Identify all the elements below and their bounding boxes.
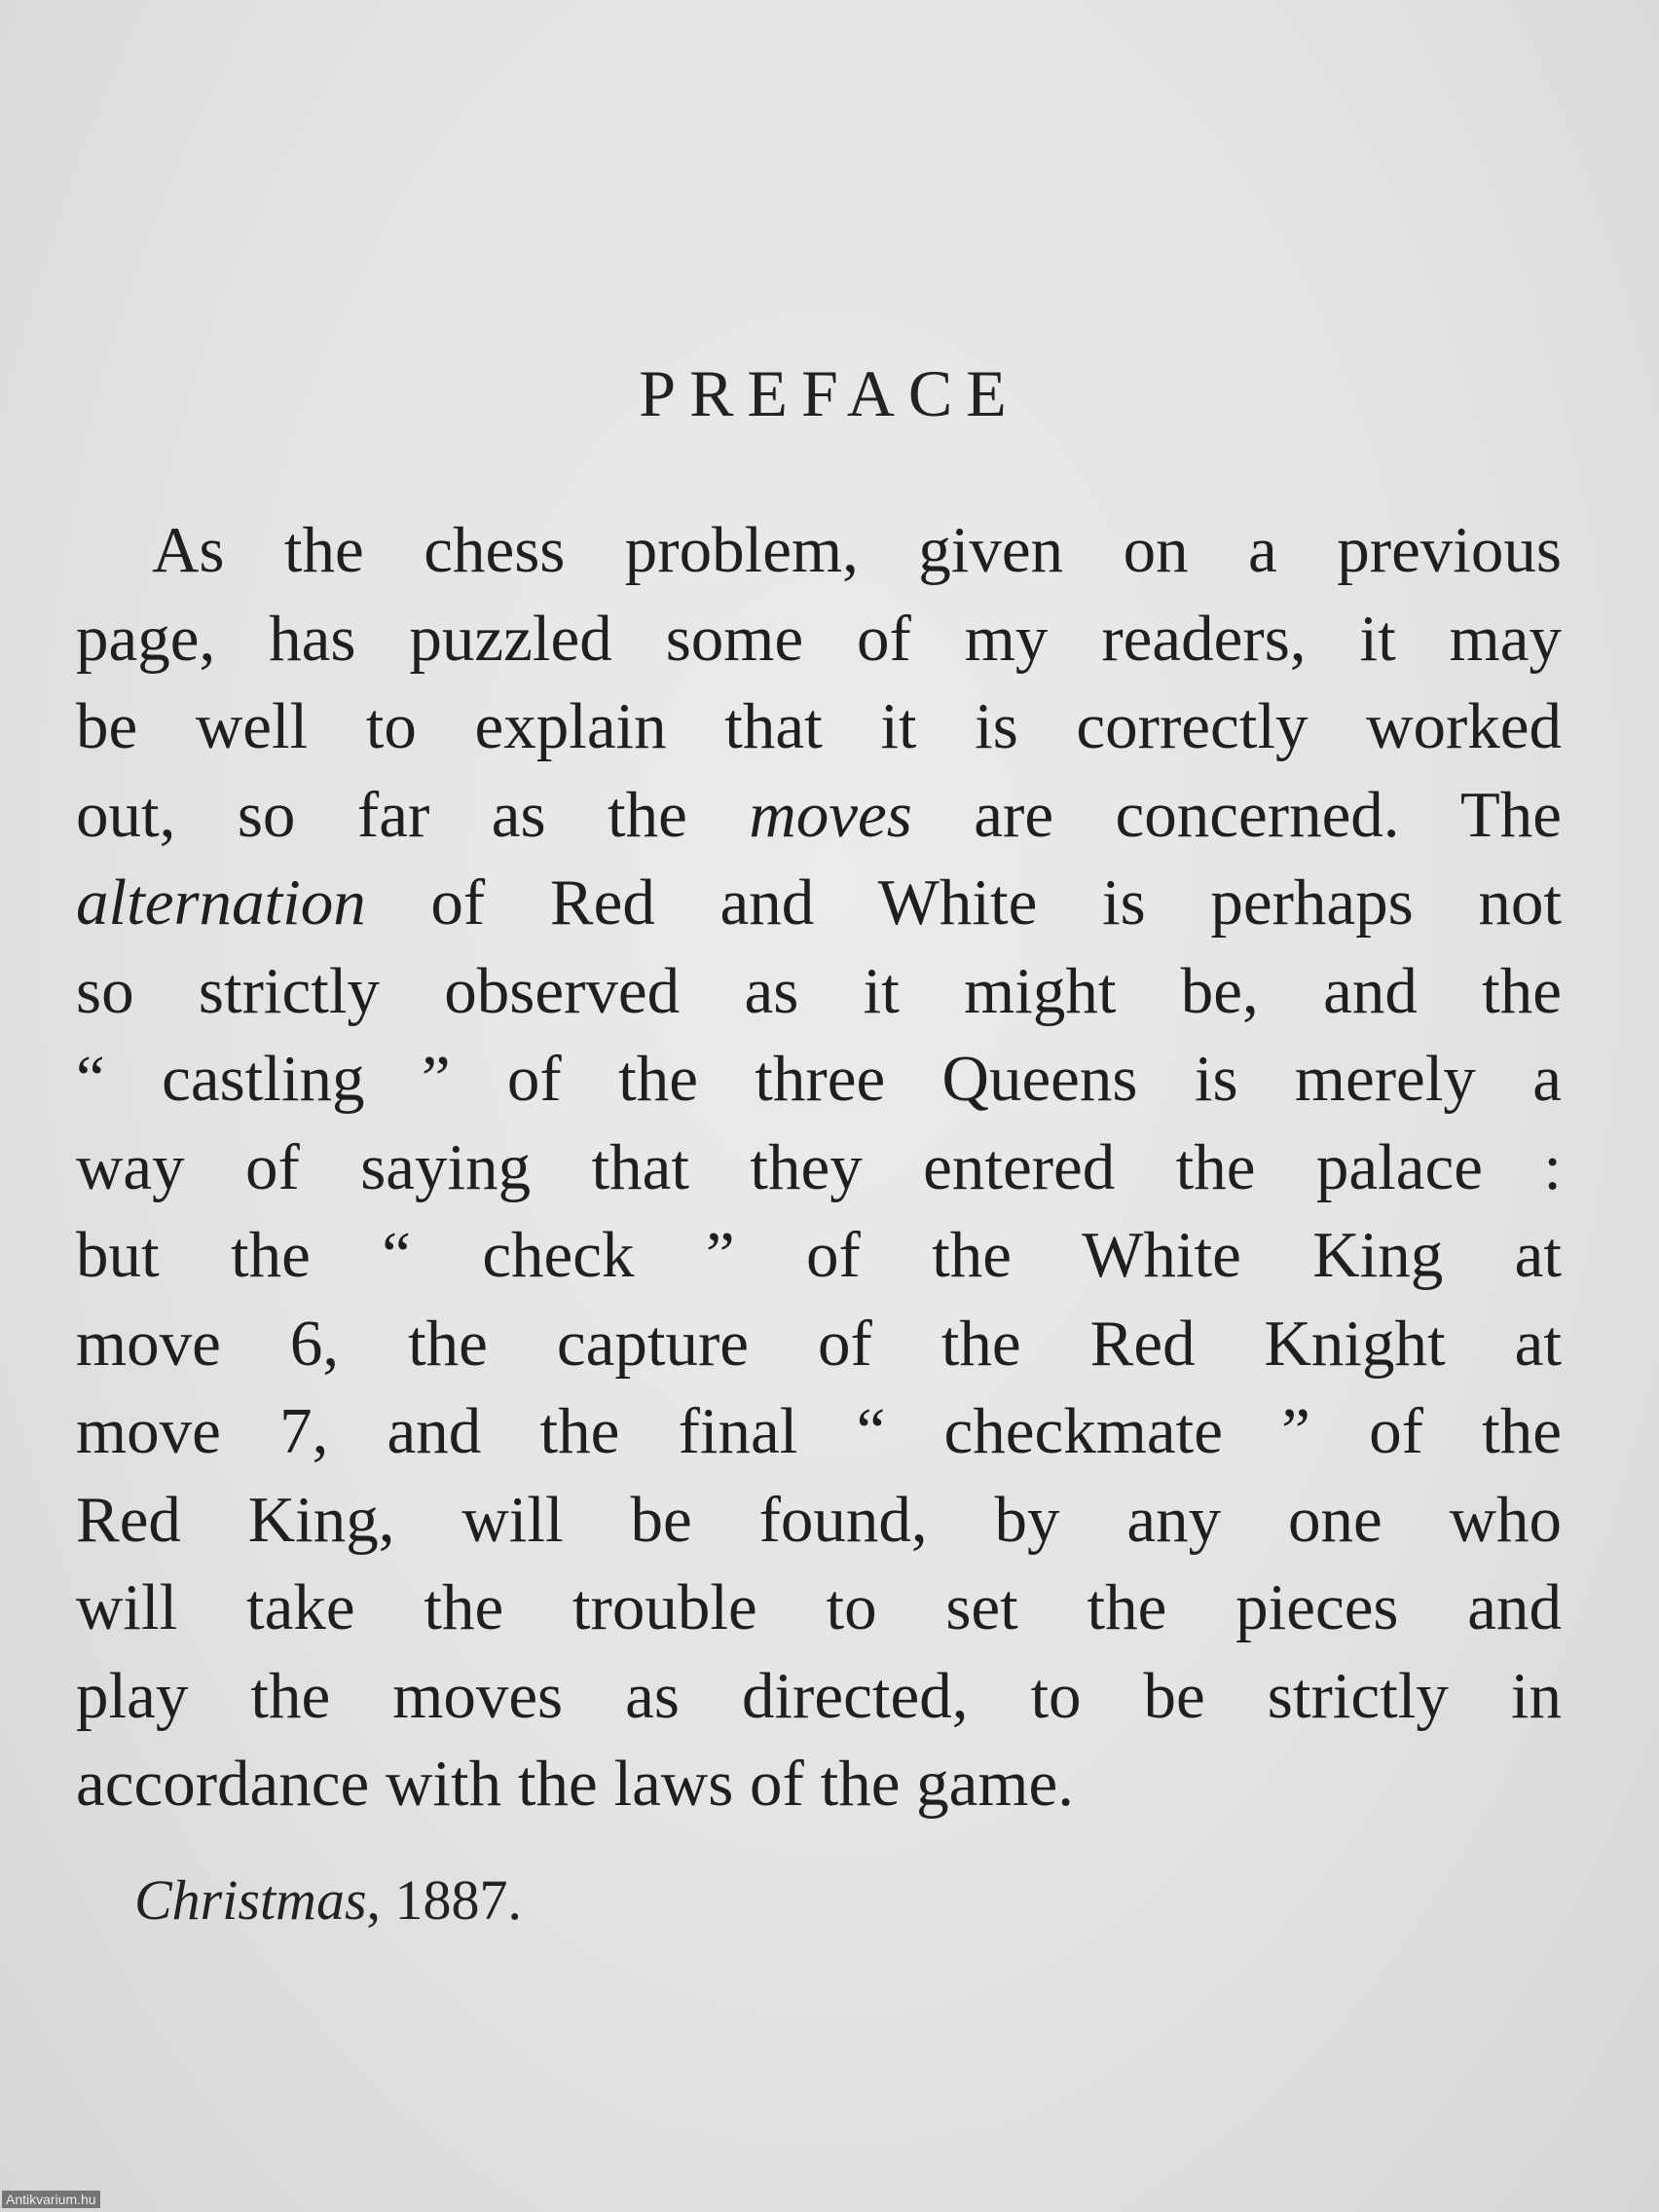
text-line xyxy=(76,771,1562,860)
text-line xyxy=(76,506,1562,595)
page-title: PREFACE xyxy=(639,356,1020,430)
text-run: move 7, and the final “ checkmate ” of the xyxy=(76,1395,1562,1467)
signoff-date xyxy=(134,1867,522,1933)
text-line xyxy=(76,1124,1562,1212)
text-line xyxy=(76,1211,1562,1300)
text-run: accordance with the laws of the game. xyxy=(76,1748,1075,1820)
text-run: “ castling ” of the three Queens is merely a xyxy=(76,1043,1562,1115)
text-line xyxy=(76,595,1562,683)
text-run: way of saying that they entered the palace : xyxy=(76,1130,1562,1203)
text-run: page, has puzzled some of my readers, it may xyxy=(76,602,1562,675)
text-line xyxy=(76,1035,1562,1124)
text-line xyxy=(76,1476,1562,1565)
watermark-logo: Antikvarium.hu xyxy=(2,2191,100,2208)
text-line xyxy=(76,1300,1562,1388)
text-line xyxy=(76,1740,1562,1828)
text-run: but the “ check ” of the White King at xyxy=(76,1219,1562,1291)
text-line xyxy=(76,1387,1562,1476)
text-run: so strictly observed as it might be, and the xyxy=(76,954,1562,1027)
text-run: be well to explain that it is correctly worked xyxy=(76,690,1562,762)
italic-run: alternation xyxy=(76,866,366,939)
text-run: will take the trouble to set the pieces and xyxy=(76,1571,1562,1643)
text-line xyxy=(76,947,1562,1036)
text-run: play the moves as directed, to be strictly in xyxy=(76,1659,1562,1732)
text-run: of Red and White is perhaps not xyxy=(365,866,1562,939)
text-line xyxy=(76,859,1562,947)
signoff-year: , 1887. xyxy=(366,1868,523,1932)
italic-run: moves xyxy=(749,778,912,851)
text-line xyxy=(76,1652,1562,1741)
text-run: are concerned. The xyxy=(911,778,1562,851)
text-run: out, so far as the xyxy=(76,778,750,851)
text-line xyxy=(76,682,1562,771)
signoff-season: Christmas xyxy=(134,1868,367,1932)
text-line xyxy=(76,1564,1562,1652)
preface-paragraph xyxy=(76,506,1562,1828)
text-run: move 6, the capture of the Red Knight at xyxy=(76,1307,1562,1380)
text-run: As the chess problem, given on a previous xyxy=(152,514,1562,586)
text-run: Red King, will be found, by any one who xyxy=(76,1483,1562,1556)
